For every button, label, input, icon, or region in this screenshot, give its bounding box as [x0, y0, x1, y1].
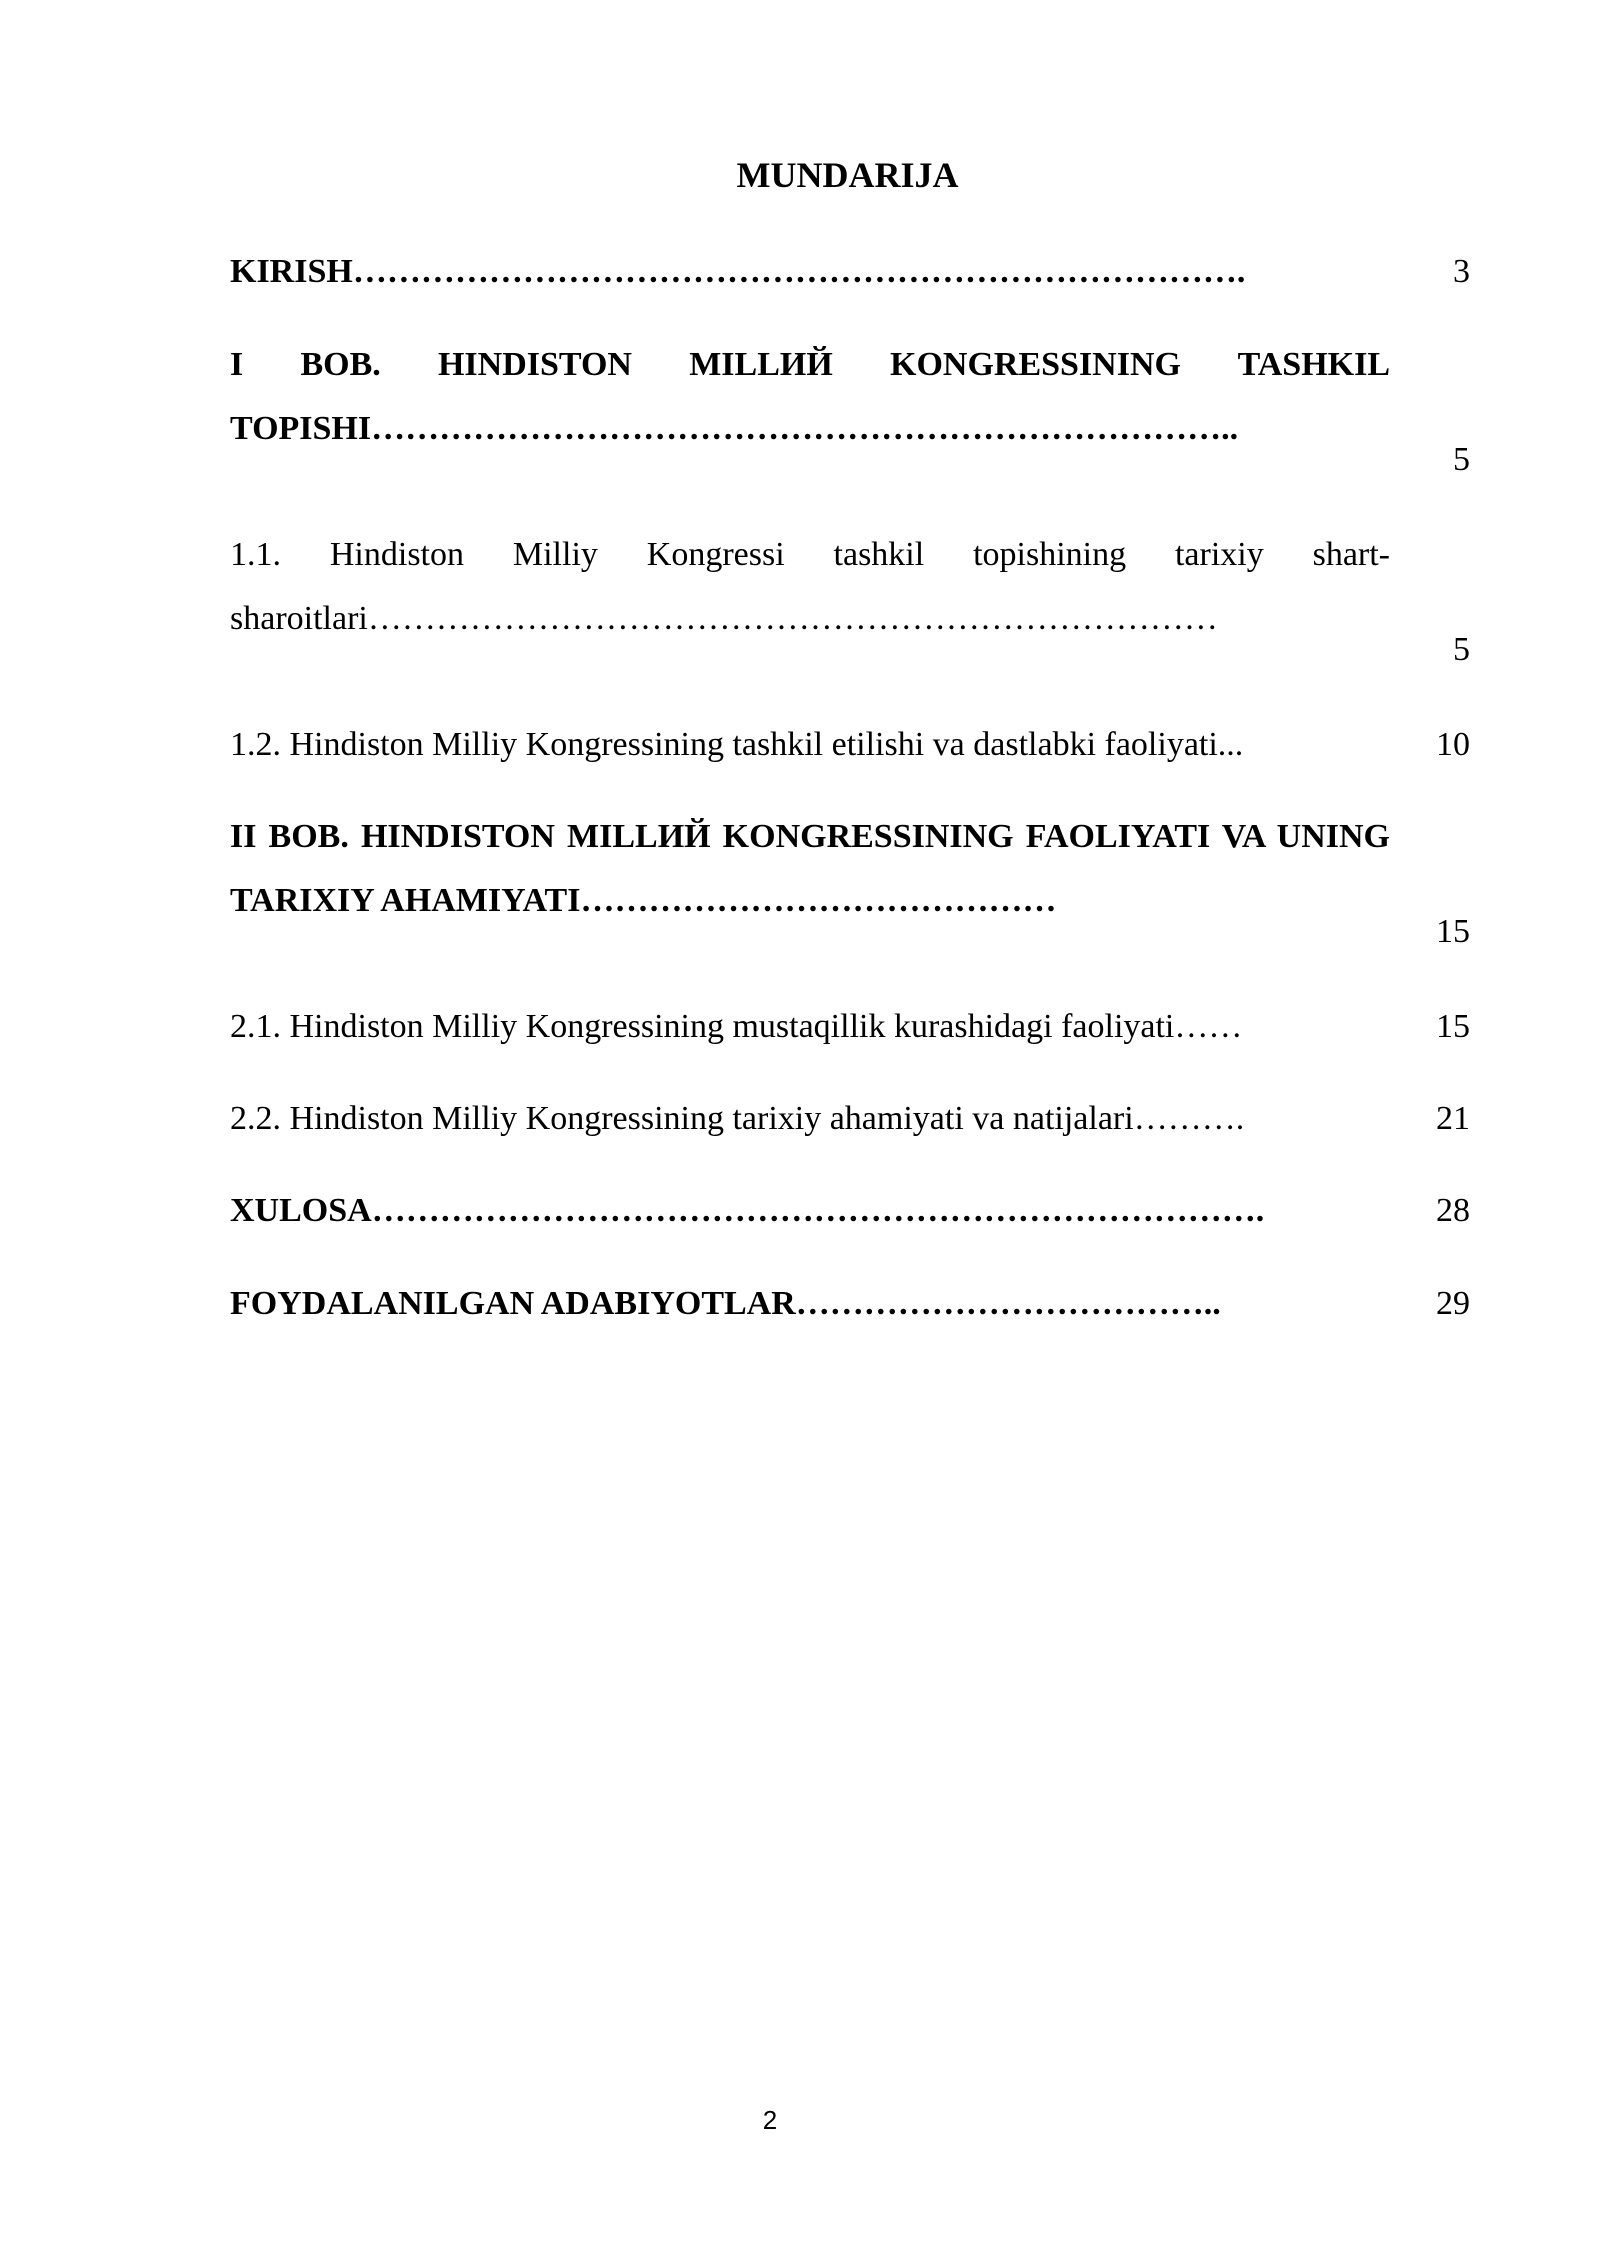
toc-entry-section-1-2	[230, 713, 1470, 777]
toc-entry-chapter-1	[230, 333, 1470, 478]
toc-entry-page: 3	[1453, 253, 1470, 290]
toc-entry-text: FOYDALANILGAN ADABIYOTLAR………………………………..	[230, 1285, 1221, 1322]
toc-entry-page: 15	[1436, 913, 1470, 950]
toc-entry-text: 2.1. Hindiston Milliy Kongressining mustaqillik kurashidagi faoliyati……	[230, 1008, 1243, 1045]
toc-entry-text: I BOB. HINDISTON MILLИЙ KONGRESSINING TASHKIL TOPISHI…………………………………………………………………..	[230, 346, 1390, 447]
toc-entry-section-2-1	[230, 995, 1470, 1059]
toc-entry-page: 15	[1436, 1008, 1470, 1045]
toc-entry-chapter-2	[230, 805, 1470, 950]
toc-entry-page: 5	[1453, 441, 1470, 478]
toc-entry-section-2-2	[230, 1087, 1470, 1151]
toc-entry-text: II BOB. HINDISTON MILLИЙ KONGRESSINING FAOLIYATI VA UNING TARIXIY AHAMIYATI……………………………………	[230, 818, 1390, 919]
page-number: 2	[762, 2105, 778, 2135]
toc-entry-page: 10	[1436, 726, 1470, 763]
toc-entry-text: 1.1. Hindiston Milliy Kongressi tashkil topishining tarixiy shart-sharoitlari…………………………………………………………………	[230, 536, 1390, 637]
toc-title: MUNDARIJA	[736, 155, 959, 195]
toc-entry-references	[230, 1272, 1470, 1336]
toc-entry-text: 2.2. Hindiston Milliy Kongressining tarixiy ahamiyati va natijalari……….	[230, 1100, 1245, 1137]
toc-entry-page: 21	[1436, 1100, 1470, 1137]
toc-entry-text: 1.2. Hindiston Milliy Kongressining tashkil etilishi va dastlabki faoliyati...	[230, 726, 1244, 763]
toc-entry-page: 29	[1436, 1285, 1470, 1322]
toc-entry-page: 5	[1453, 631, 1470, 668]
toc-entry-text: XULOSA…………………………………………………………………….	[230, 1192, 1265, 1229]
toc-entry-kirish	[230, 240, 1470, 304]
toc-entry-page: 28	[1436, 1192, 1470, 1229]
toc-entry-section-1-1	[230, 523, 1470, 668]
toc-entry-text: KIRISH…………………………………………………………………….	[230, 253, 1246, 290]
toc-entry-xulosa	[230, 1179, 1470, 1243]
